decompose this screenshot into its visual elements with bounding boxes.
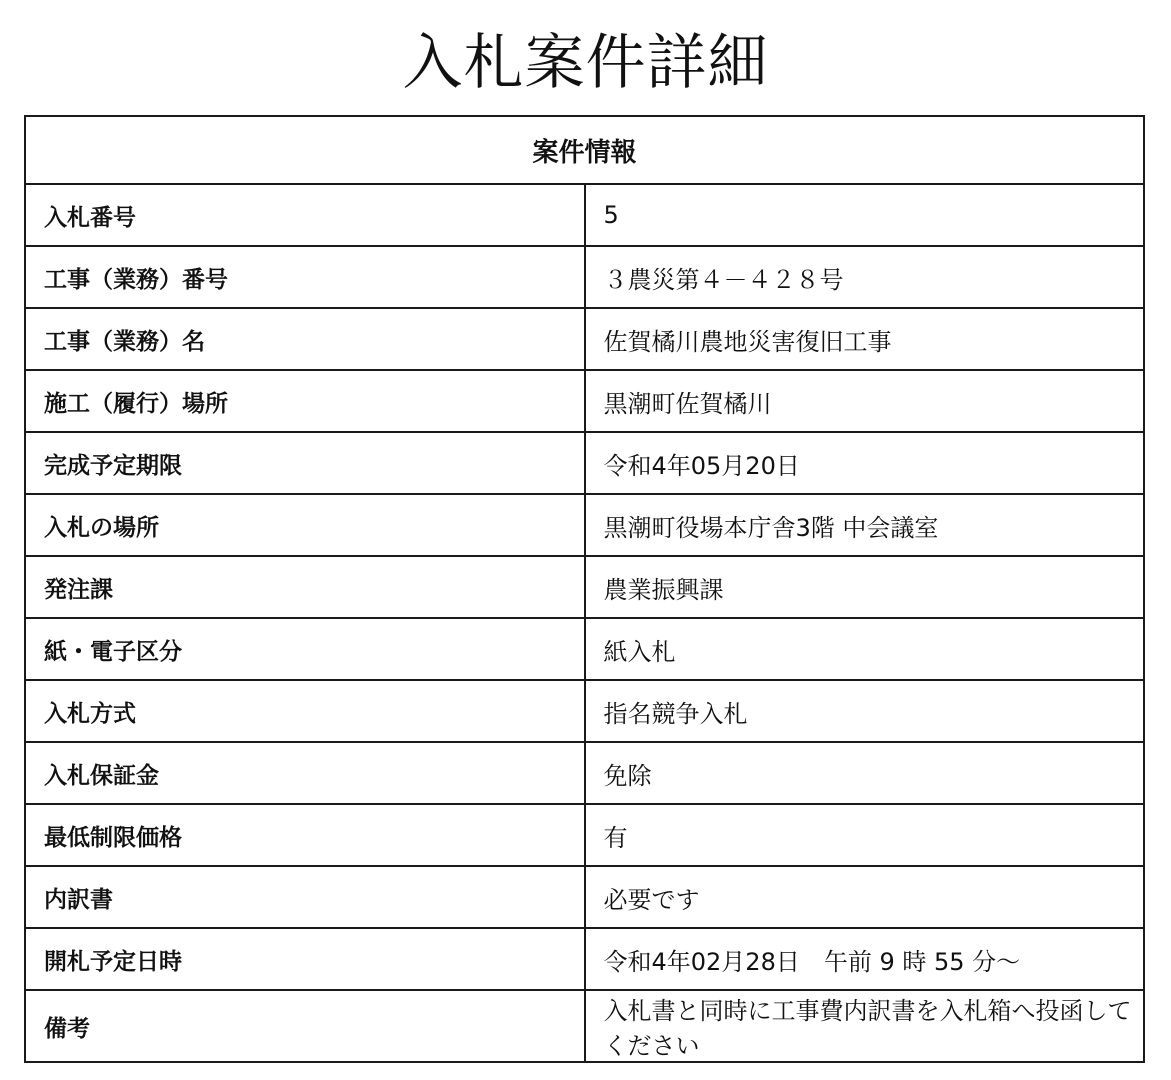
label-work-number: 工事（業務）番号 [25, 246, 585, 308]
table-row-ordering-section [25, 556, 1144, 618]
table-row-paper-electronic [25, 618, 1144, 680]
label-ordering-section: 発注課 [25, 556, 585, 618]
value-minimum-price: 有 [585, 804, 1145, 866]
value-paper-electronic: 紙入札 [585, 618, 1145, 680]
table-row-completion-deadline [25, 432, 1144, 494]
value-completion-deadline: 令和4年05月20日 [585, 432, 1145, 494]
value-opening-datetime: 令和4年02月28日 午前 9 時 55 分～ [585, 928, 1145, 990]
value-work-name: 佐賀橘川農地災害復旧工事 [585, 308, 1145, 370]
label-paper-electronic: 紙・電子区分 [25, 618, 585, 680]
value-work-number: ３農災第４－４２８号 [585, 246, 1145, 308]
value-breakdown: 必要です [585, 866, 1145, 928]
value-bid-bond: 免除 [585, 742, 1145, 804]
table-row-bid-number [25, 184, 1144, 246]
label-completion-deadline: 完成予定期限 [25, 432, 585, 494]
label-minimum-price: 最低制限価格 [25, 804, 585, 866]
label-work-location: 施工（履行）場所 [25, 370, 585, 432]
table-row-remarks [25, 990, 1144, 1062]
table-row-opening-datetime [25, 928, 1144, 990]
value-bid-venue: 黒潮町役場本庁舎3階 中会議室 [585, 494, 1145, 556]
table-row-breakdown [25, 866, 1144, 928]
bid-details-table [24, 115, 1145, 1063]
value-bid-number: 5 [585, 184, 1145, 246]
table-row-bid-bond [25, 742, 1144, 804]
label-bid-venue: 入札の場所 [25, 494, 585, 556]
label-opening-datetime: 開札予定日時 [25, 928, 585, 990]
table-row-work-name [25, 308, 1144, 370]
value-bid-method: 指名競争入札 [585, 680, 1145, 742]
value-ordering-section: 農業振興課 [585, 556, 1145, 618]
label-bid-number: 入札番号 [25, 184, 585, 246]
table-row-work-location [25, 370, 1144, 432]
value-work-location: 黒潮町佐賀橘川 [585, 370, 1145, 432]
label-breakdown: 内訳書 [25, 866, 585, 928]
label-bid-method: 入札方式 [25, 680, 585, 742]
table-header: 案件情報 [25, 116, 1144, 184]
table-row-bid-venue [25, 494, 1144, 556]
label-work-name: 工事（業務）名 [25, 308, 585, 370]
table-row-bid-method [25, 680, 1144, 742]
table-row-work-number [25, 246, 1144, 308]
page-title: 入札案件詳細 [402, 28, 769, 98]
table-row-minimum-price [25, 804, 1144, 866]
value-remarks: 入札書と同時に工事費内訳書を入札箱へ投函してください [585, 990, 1145, 1062]
label-remarks: 備考 [25, 990, 585, 1062]
label-bid-bond: 入札保証金 [25, 742, 585, 804]
